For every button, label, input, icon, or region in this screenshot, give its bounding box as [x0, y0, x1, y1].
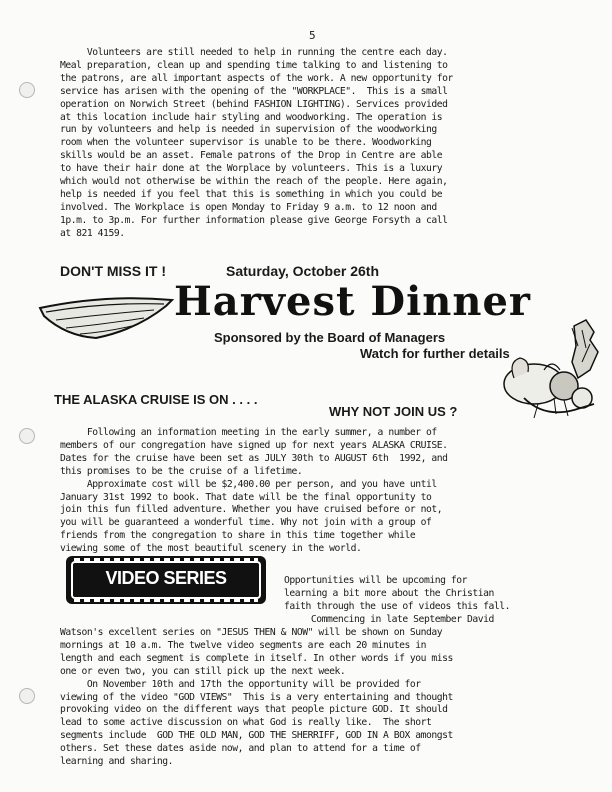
binder-hole-middle	[19, 428, 35, 444]
text-line: which would not otherwise be within the reach of the people. Here again,	[60, 176, 448, 188]
volunteers-paragraph	[60, 47, 453, 241]
harvest-cornucopia-illustration	[494, 318, 606, 424]
text-line: 1p.m. to 3p.m. For further information please give George Forsyth a call	[60, 214, 448, 226]
text-line: viewing some of the most beautiful scenery in the world.	[60, 543, 362, 555]
text-line: learning a bit more about the Christian	[284, 587, 494, 599]
binder-hole-top	[19, 82, 35, 98]
text-line: at 821 4159.	[60, 227, 125, 239]
text-line: Approximate cost will be $2,400.00 per person, and you have until	[60, 478, 437, 490]
watch-details-line: Watch for further details	[360, 346, 510, 361]
text-line: provoking video on the different ways that people picture GOD. It should	[60, 704, 448, 716]
alaska-subhead: WHY NOT JOIN US ?	[329, 404, 458, 419]
video-series-logo-text: VIDEO SERIES	[105, 568, 227, 588]
text-line: Watson's excellent series on "JESUS THEN & NOW" will be shown on Sunday	[60, 627, 443, 638]
text-line: On November 10th and 17th the opportunity will be provided for	[60, 678, 421, 690]
text-line: learning and sharing.	[60, 756, 174, 768]
text-line: lead to some active discussion on what God is really like. The short	[60, 717, 432, 729]
alaska-headline: THE ALASKA CRUISE IS ON . . . .	[54, 392, 258, 407]
text-line: friends from the congregation to share in this time together while	[60, 530, 416, 542]
text-line: at this location include hair styling and woodworking. The operation is	[60, 111, 443, 123]
text-line: mornings at 10 a.m. The twelve video segments are each 20 minutes in	[60, 639, 427, 651]
text-line: join this fun filled adventure. Whether you have cruised before or not,	[60, 504, 443, 516]
page-number: 5	[309, 29, 316, 42]
canoe-illustration	[36, 290, 176, 345]
text-line: Commencing in late September David	[284, 613, 494, 625]
text-line: the patrons, are all important aspects of the work. A new opportunity for	[60, 72, 453, 84]
video-side-text	[284, 575, 510, 627]
text-line: involved. The Workplace is open Monday to Friday 9 a.m. to 12 noon and	[60, 201, 437, 213]
text-line: room when the volunteer supervisor is unable to be there. Woodworking	[60, 137, 432, 149]
text-line: Dates for the cruise have been set as JULY 30th to AUGUST 6th 1992, and	[60, 452, 448, 464]
text-line: segments include GOD THE OLD MAN, GOD THE SHERRIFF, GOD IN A BOX amongst	[60, 730, 453, 742]
dont-miss-label: DON'T MISS IT !	[60, 263, 166, 279]
text-line: operation on Norwich Street (behind FASHION LIGHTING). Services provided	[60, 98, 448, 110]
sponsored-line: Sponsored by the Board of Managers	[214, 330, 446, 345]
text-line: length and each segment is complete in itself. In other words if you miss	[60, 652, 453, 664]
binder-hole-bottom	[19, 688, 35, 704]
text-line: members of our congregation have signed up for next years ALASKA CRUISE.	[60, 439, 448, 451]
text-line: this promises to be the cruise of a lifetime.	[60, 465, 303, 477]
text-line: run by volunteers and help is needed in supervision of the woodworking	[60, 124, 437, 136]
text-line: Meal preparation, clean up and spending time talking to and listening to	[60, 59, 448, 71]
text-line: others. Set these dates aside now, and plan to attend for a time of	[60, 743, 421, 755]
text-line: help is needed if you feel that this is something in which you could be	[60, 188, 443, 200]
text-line: faith through the use of videos this fall.	[284, 600, 511, 612]
harvest-date: Saturday, October 26th	[226, 263, 380, 279]
text-line: you will be guaranteed a wonderful time. Why not join with a group of	[60, 517, 432, 529]
text-line: to have their hair done at the Worplace by volunteers. This is a luxury	[60, 163, 443, 175]
text-line: viewing of the video "GOD VIEWS" This is a very entertaining and thought	[60, 691, 453, 703]
video-series-logo	[66, 556, 266, 604]
text-line: Volunteers are still needed to help in running the centre each day.	[60, 47, 448, 58]
film-strip-bottom	[74, 599, 258, 602]
text-line: service has arisen with the opening of the "WORKPLACE". This is a small	[60, 85, 448, 97]
text-line: January 31st 1992 to book. That date will be the final opportunity to	[60, 491, 432, 503]
text-line: one or even two, you can still pick up the next week.	[60, 665, 346, 677]
alaska-paragraph	[60, 427, 448, 556]
film-strip-top	[74, 558, 258, 561]
harvest-dinner-title: Harvest Dinner	[174, 278, 531, 325]
text-line: Opportunities will be upcoming for	[284, 575, 468, 586]
text-line: Following an information meeting in the early summer, a number of	[60, 427, 437, 438]
video-body-text	[60, 627, 453, 769]
text-line: skills would be an asset. Female patrons of the Drop in Centre are able	[60, 150, 443, 162]
